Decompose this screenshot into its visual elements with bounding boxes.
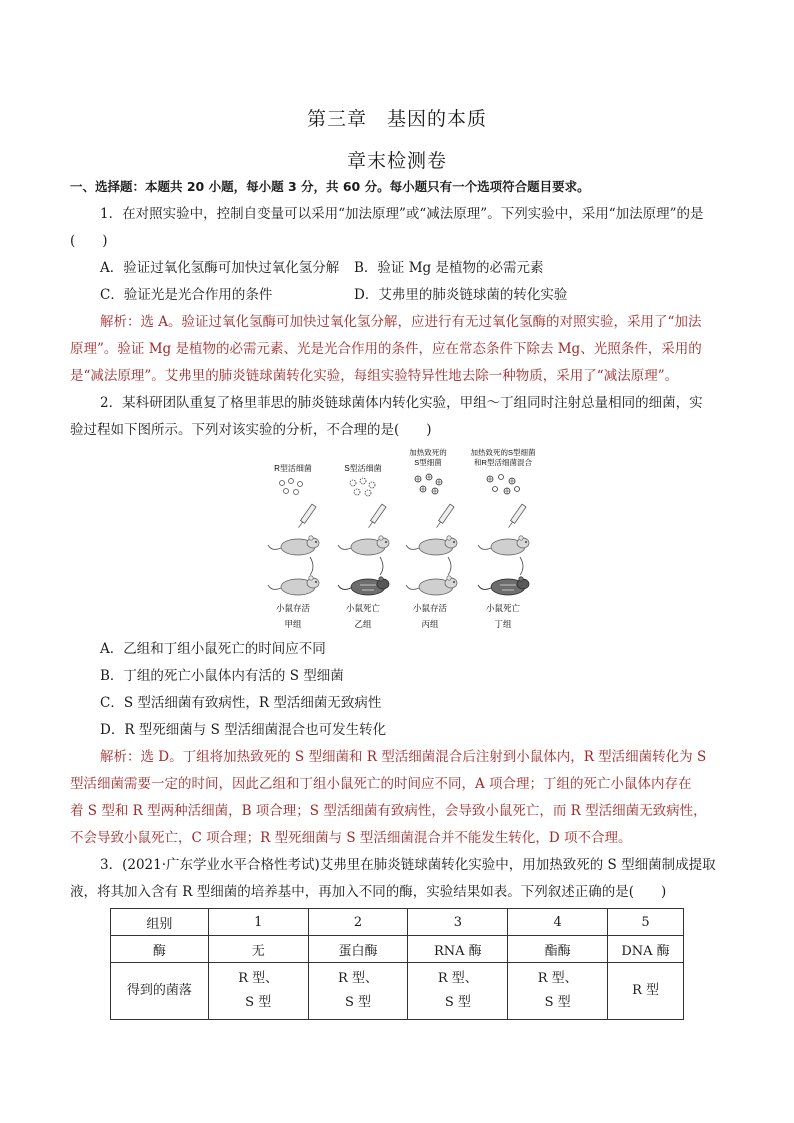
group-yi — [338, 463, 389, 629]
q1-analysis: 解析：选 A。验证过氧化氢酶可加快过氧化氢分解，应进行有无过氧化氢酶的对照实验，采用了“加法 — [100, 314, 702, 330]
chapter-title: 第三章 基因的本质 — [306, 108, 487, 130]
group-ding-label-2: 和R型活细菌混合 — [474, 458, 532, 467]
cell-line: R 型、 — [338, 971, 378, 986]
table-cell: 4 — [508, 909, 608, 936]
exam-subtitle: 章末检测卷 — [346, 150, 447, 172]
table-cell — [508, 963, 608, 1020]
q1-stem: 1．在对照实验中，控制自变量可以采用“加法原理”或“减法原理”。下列实验中，采用“加法原理”的是 — [100, 206, 704, 222]
table-cell: 1 — [208, 909, 308, 936]
q1-stem-bracket: ( ) — [70, 233, 108, 249]
table-cell — [308, 963, 408, 1020]
q1-analysis-cont: 是“减法原理”。艾弗里的肺炎链球菌转化实验，每组实验特异性地去除一种物质，采用了“减法原理”。 — [70, 368, 679, 384]
group-yi-name: 乙组 — [354, 619, 372, 629]
table-cell: RNA 酶 — [408, 936, 508, 963]
group-jia-label: R型活细菌 — [274, 464, 312, 473]
q3-stem-cont: 液，将其加入含有 R 型细菌的培养基中，再加入不同的酶，实验结果如表。下列叙述正确的是( ) — [70, 884, 667, 900]
q2-option-b: B．丁组的死亡小鼠体内有活的 S 型细菌 — [100, 668, 344, 684]
table-cell — [408, 963, 508, 1020]
q2-analysis-cont: 着 S 型和 R 型两种活细菌，B 项合理；S 型活细菌有致病性，会导致小鼠死亡，而 R 型活细菌无致病性， — [70, 803, 707, 819]
cell-line: S 型 — [245, 995, 272, 1010]
q3-stem: 3．(2021·广东学业水平合格性考试)艾弗里在肺炎链球菌转化实验中，用加热致死的 S 型细菌制成提取 — [100, 857, 716, 873]
q1-option-b: B．验证 Mg 是植物的必需元素 — [354, 260, 544, 276]
group-ding-label: 加热致死的S型细菌 — [470, 448, 536, 457]
group-bing-result: 小鼠存活 — [412, 603, 448, 613]
group-jia — [268, 463, 319, 629]
group-bing-label: 加热致死的 — [409, 448, 447, 457]
table-cell: 2 — [308, 909, 408, 936]
table-cell: 3 — [408, 909, 508, 936]
group-ding-name: 丁组 — [494, 619, 512, 629]
griffith-experiment-figure — [258, 447, 538, 632]
table-cell: 得到的菌落 — [111, 963, 209, 1020]
cell-line: S 型 — [444, 995, 471, 1010]
cell-line: R 型 — [632, 983, 659, 998]
table-cell — [208, 963, 308, 1020]
q2-option-a: A．乙组和丁组小鼠死亡的时间应不同 — [100, 641, 326, 657]
table-cell — [608, 963, 684, 1020]
q2-stem: 2．某科研团队重复了格里菲思的肺炎链球菌体内转化实验，甲组～丁组同时注射总量相同的细菌，实 — [100, 395, 703, 411]
cell-line: R 型、 — [437, 971, 478, 986]
cell-line: S 型 — [344, 995, 372, 1010]
table-row-enzyme — [111, 936, 684, 963]
group-bing-label-2: S型细菌 — [414, 458, 442, 467]
q1-option-a: A．验证过氧化氢酶可加快过氧化氢分解 — [100, 260, 340, 276]
table-cell: 5 — [608, 909, 684, 936]
table-cell: 酶 — [111, 936, 209, 963]
q2-analysis-cont: 型活细菌需要一定的时间，因此乙组和丁组小鼠死亡的时间应不同，A 项合理；丁组的死亡小鼠体内存在 — [70, 776, 692, 792]
q1-option-d: D．艾弗里的肺炎链球菌的转化实验 — [354, 287, 568, 303]
cell-line: S 型 — [544, 995, 571, 1010]
group-yi-label: S型活细菌 — [344, 464, 382, 473]
table-row-colonies — [111, 963, 684, 1020]
group-bing — [406, 447, 457, 629]
section-heading: 一、选择题：本题共 20 小题，每小题 3 分，共 60 分。每小题只有一个选项符合题目要求。 — [70, 179, 590, 194]
table-cell: 酯酶 — [508, 936, 608, 963]
q1-analysis-cont: 原理”。验证 Mg 是植物的必需元素、光是光合作用的条件，应在常态条件下除去 Mg、光照条件，采用的 — [70, 341, 702, 357]
group-jia-result: 小鼠存活 — [275, 603, 311, 613]
q2-stem-cont: 验过程如下图所示。下列对该实验的分析，不合理的是( ) — [70, 422, 432, 438]
table-cell: DNA 酶 — [608, 936, 684, 963]
group-ding — [470, 447, 536, 629]
group-ding-result: 小鼠死亡 — [485, 603, 521, 613]
table-cell: 无 — [208, 936, 308, 963]
table-cell: 蛋白酶 — [308, 936, 408, 963]
cell-line: R 型、 — [537, 971, 578, 986]
group-bing-name: 丙组 — [421, 619, 439, 629]
q2-option-d: D．R 型死细菌与 S 型活细菌混合也可发生转化 — [100, 722, 387, 738]
table-header-row — [111, 909, 684, 936]
group-yi-result: 小鼠死亡 — [345, 603, 381, 613]
group-jia-name: 甲组 — [284, 619, 302, 629]
q2-analysis-cont: 不会导致小鼠死亡，C 项合理；R 型死细菌与 S 型活细菌混合并不能发生转化，D 项不合理。 — [70, 830, 632, 846]
q2-option-c: C．S 型活细菌有致病性，R 型活细菌无致病性 — [100, 695, 382, 711]
table-cell: 组别 — [111, 909, 209, 936]
cell-line: R 型、 — [238, 971, 279, 986]
q2-analysis: 解析：选 D。丁组将加热致死的 S 型细菌和 R 型活细菌混合后注射到小鼠体内，R 型活细菌转化为 S — [100, 749, 707, 765]
q3-results-table — [110, 908, 684, 1020]
q1-option-c: C．验证光是光合作用的条件 — [100, 287, 273, 303]
